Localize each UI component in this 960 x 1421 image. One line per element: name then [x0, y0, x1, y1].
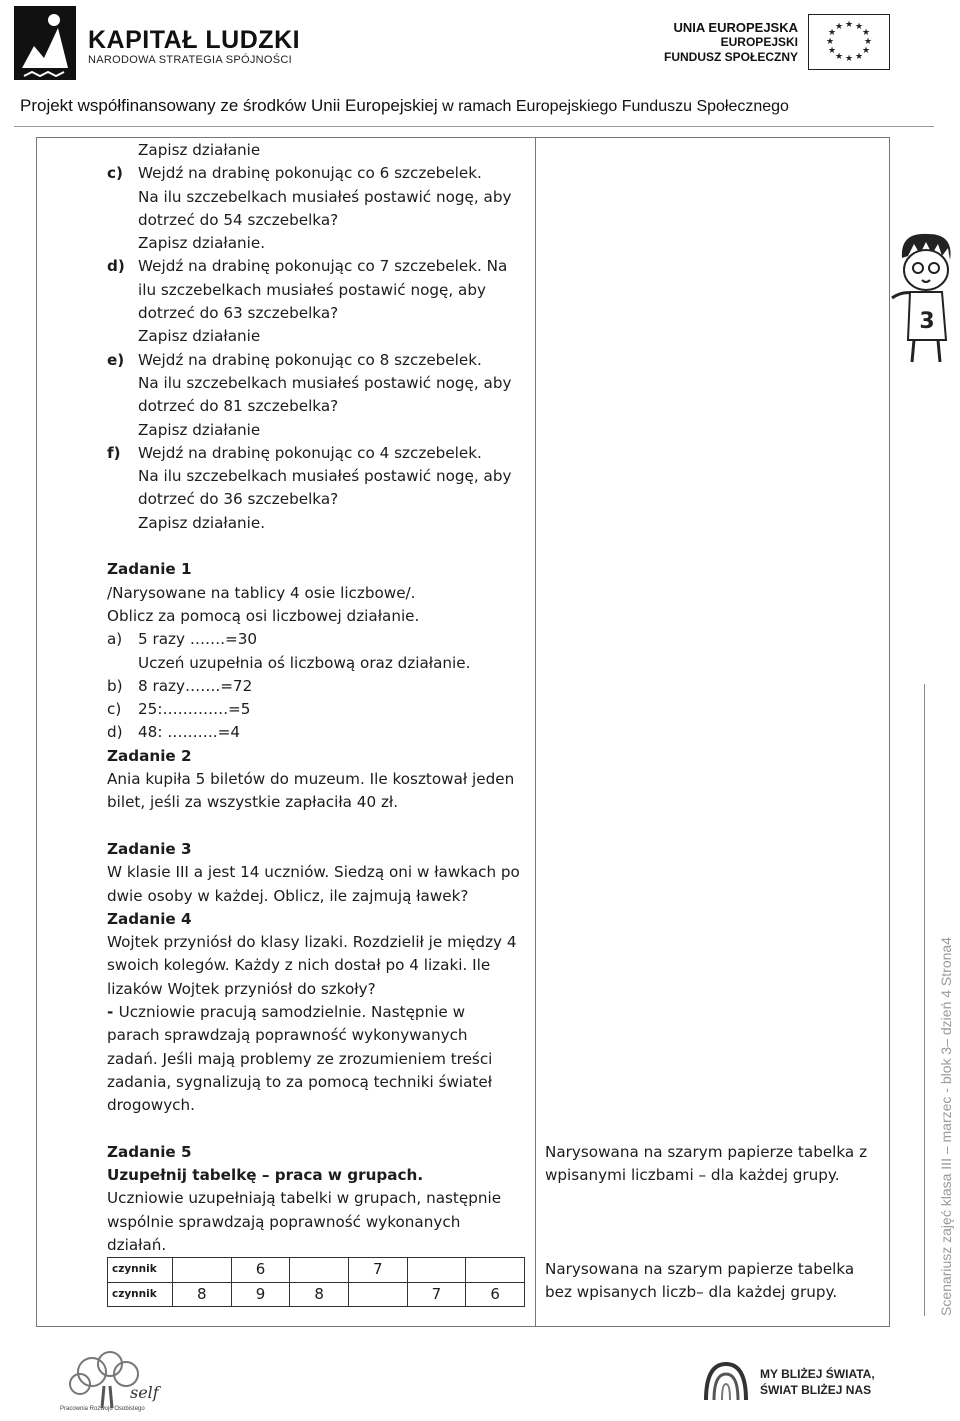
table-cell: [466, 1258, 525, 1282]
zadanie-2-line: Ania kupiła 5 biletów do muzeum. Ile kosztował jeden: [107, 770, 515, 789]
zadanie-4: [107, 908, 532, 1118]
zadanie-2: [107, 745, 532, 815]
zadanie-4-title: Zadanie 4: [107, 909, 192, 928]
zadanie-1-d-marker: d): [107, 723, 123, 742]
task-f-line: Wejdź na drabinę pokonując co 4 szczebelek.: [138, 443, 482, 462]
eu-text-block: [664, 20, 798, 65]
zadanie-5: [107, 1141, 532, 1307]
zadanie-3-line: dwie osoby w każdej. Oblicz, ile zajmują ławek?: [107, 886, 469, 905]
svg-text:★: ★: [844, 54, 854, 64]
task-c-line: Na ilu szczebelkach musiałeś postawić nogę, aby: [138, 187, 512, 206]
zadanie-4-note: Uczniowie pracują samodzielnie. Następnie w: [118, 1002, 466, 1021]
zadanie-3-title: Zadanie 3: [107, 839, 192, 858]
zadanie-2-title: Zadanie 2: [107, 746, 192, 765]
task-c-marker: c): [107, 164, 123, 183]
kapital-ludzki-logo-icon: [14, 6, 76, 80]
right-note-2: [545, 1258, 854, 1305]
footer-slogan-line: ŚWIAT BLIŻEJ NAS: [760, 1383, 872, 1397]
task-e-line: Zapisz działanie: [138, 420, 261, 439]
task-e-line: dotrzeć do 81 szczebelka?: [138, 397, 339, 416]
zadanie-4-line: lizaków Wojtek przyniósł do szkoły?: [107, 979, 376, 998]
task-e-line: Na ilu szczebelkach musiałeś postawić nogę, aby: [138, 373, 512, 392]
task-c: [107, 162, 532, 255]
table-cell: 8: [290, 1282, 349, 1306]
zadanie-4-note: drogowych.: [107, 1096, 195, 1115]
svg-text:★: ★: [825, 37, 835, 47]
mascot-icon: [888, 228, 960, 368]
svg-text:★: ★: [861, 46, 871, 56]
side-rule: [924, 684, 925, 1316]
table-cell: czynnik: [108, 1282, 173, 1306]
svg-text:★: ★: [827, 46, 837, 56]
task-d-line: dotrzeć do 63 szczebelka?: [138, 304, 339, 323]
table-cell: 7: [407, 1282, 466, 1306]
table-cell: 8: [173, 1282, 232, 1306]
footer-slogan: [760, 1366, 875, 1398]
right-note-2-line: Narysowana na szarym papierze tabelka: [545, 1260, 855, 1278]
zadanie-1-line: Oblicz za pomocą osi liczbowej działanie.: [107, 606, 420, 625]
svg-text:★: ★: [827, 28, 837, 38]
right-note-1-line: wpisanymi liczbami – dla każdej grupy.: [545, 1166, 840, 1185]
table-cell: czynnik: [108, 1258, 173, 1282]
page-header: [0, 0, 960, 130]
table-cell: [173, 1258, 232, 1282]
mascot-badge-number: 3: [919, 309, 935, 334]
zadanie-1-b: 8 razy…….=72: [138, 676, 253, 695]
table-cell: 7: [348, 1258, 407, 1282]
task-e-line: Wejdź na drabinę pokonując co 8 szczebelek.: [138, 350, 482, 369]
task-d-line: ilu szczebelkach musiałeś postawić nogę, aby: [138, 280, 486, 299]
table-cell: 6: [466, 1282, 525, 1306]
task-f-line: Zapisz działanie.: [138, 513, 266, 532]
zadanie-1-b-marker: b): [107, 676, 123, 695]
zadanie-1-d: 48: ……….=4: [138, 723, 241, 742]
zadanie-3: [107, 838, 532, 908]
self-logo-caption: Pracownia Rozwoju Osobistego: [60, 1406, 145, 1412]
task-e-marker: e): [107, 350, 125, 369]
task-f-line: dotrzeć do 36 szczebelka?: [138, 490, 339, 509]
zadanie-5-title: Zadanie 5: [107, 1142, 192, 1161]
table-cell: [348, 1282, 407, 1306]
lesson-content-column: [107, 139, 532, 1307]
zadanie-1-c-marker: c): [107, 700, 122, 719]
footer-slogan-line: MY BLIŻEJ ŚWIATA,: [760, 1367, 875, 1381]
right-note-1-line: Narysowana na szarym papierze tabelka z: [545, 1143, 868, 1161]
svg-text:★: ★: [861, 28, 871, 38]
kapital-ludzki-title: KAPITAŁ LUDZKI: [88, 26, 301, 54]
eu-line-2: EUROPEJSKI: [720, 35, 798, 49]
zadanie-1-c: 25:………….=5: [138, 700, 251, 719]
task-f: [107, 442, 532, 535]
svg-text:★: ★: [834, 22, 844, 32]
table-cell: 6: [231, 1258, 290, 1282]
zadanie-1-a-marker: a): [107, 630, 123, 649]
eu-flag-icon: [808, 14, 890, 70]
task-d-line: Wejdź na drabinę pokonując co 7 szczebelek. Na: [138, 257, 508, 276]
eu-line-1: UNIA EUROPEJSKA: [673, 20, 798, 35]
table-cell: [290, 1258, 349, 1282]
table-cell: [407, 1258, 466, 1282]
globe-logo-icon: [700, 1356, 752, 1406]
svg-text:★: ★: [863, 37, 873, 47]
svg-text:★: ★: [854, 52, 864, 62]
zadanie-1-title: Zadanie 1: [107, 560, 192, 579]
self-logo-text: self: [130, 1383, 159, 1402]
zadanie-4-note: zadań. Jeśli mają problemy ze zrozumieniem treści: [107, 1049, 493, 1068]
table-row: [108, 1282, 525, 1306]
intro-line: Zapisz działanie: [138, 141, 261, 159]
project-funding-line: [20, 96, 789, 116]
zadanie-5-line: Uczniowie uzupełniają tabelki w grupach, następnie: [107, 1189, 502, 1208]
header-divider: [14, 126, 934, 127]
side-scenario-label: Scenariusz zajęć klasa III – marzec - blok 3– dzień 4 Strona4: [938, 937, 954, 1316]
svg-text:★: ★: [844, 20, 854, 30]
eu-line-3: FUNDUSZ SPOŁECZNY: [663, 50, 798, 64]
task-d-marker: d): [107, 257, 125, 276]
zadanie-5-line: działań.: [107, 1235, 167, 1254]
task-d-line: Zapisz działanie: [138, 327, 261, 346]
zadanie-1-line: /Narysowane na tablicy 4 osie liczbowe/.: [107, 583, 416, 602]
zadanie-1-a: 5 razy …….=30: [138, 630, 258, 649]
czynnik-table: [107, 1257, 525, 1307]
zadanie-4-line: Wojtek przyniósł do klasy lizaki. Rozdzielił je między 4: [107, 933, 517, 952]
task-d: [107, 255, 532, 348]
table-cell: 9: [231, 1282, 290, 1306]
svg-text:★: ★: [854, 22, 864, 32]
zadanie-4-note: zadania, sygnalizują to za pomocą techniki świateł: [107, 1072, 493, 1091]
task-c-line: Zapisz działanie.: [138, 234, 266, 253]
zadanie-5-line: wspólnie sprawdzają poprawność wykonanych: [107, 1212, 461, 1231]
task-e: [107, 349, 532, 442]
zadanie-5-subtitle: Uzupełnij tabelkę – praca w grupach.: [107, 1166, 424, 1185]
right-note-1: [545, 1141, 867, 1188]
project-line-part-1: Projekt współfinansowany ze środków Unii Europejskiej: [20, 96, 438, 115]
project-line-part-2: w ramach Europejskiego Funduszu Społecznego: [437, 98, 789, 115]
table-row: [108, 1258, 525, 1282]
zadanie-4-note: parach sprawdzają poprawność wykonywanych: [107, 1026, 468, 1045]
column-divider: [535, 137, 536, 1327]
kapital-ludzki-subtitle: NARODOWA STRATEGIA SPÓJNOŚCI: [88, 54, 292, 66]
zadanie-1-a-note: Uczeń uzupełnia oś liczbową oraz działanie.: [138, 653, 471, 672]
task-c-line: dotrzeć do 54 szczebelka?: [138, 210, 339, 229]
zadanie-1: [107, 558, 532, 744]
right-note-2-line: bez wpisanych liczb– dla każdej grupy.: [545, 1283, 838, 1302]
task-c-line: Wejdź na drabinę pokonując co 6 szczebelek.: [138, 164, 482, 183]
zadanie-3-line: W klasie III a jest 14 uczniów. Siedzą oni w ławkach po: [107, 863, 520, 882]
zadanie-2-line: bilet, jeśli za wszystkie zapłaciła 40 zł.: [107, 793, 399, 812]
svg-text:★: ★: [834, 52, 844, 62]
task-f-line: Na ilu szczebelkach musiałeś postawić nogę, aby: [138, 467, 512, 486]
task-f-marker: f): [107, 443, 121, 462]
zadanie-4-line: swoich kolegów. Każdy z nich dostał po 4 lizaki. Ile: [107, 956, 491, 975]
zadanie-4-note-dash: -: [107, 1002, 119, 1021]
